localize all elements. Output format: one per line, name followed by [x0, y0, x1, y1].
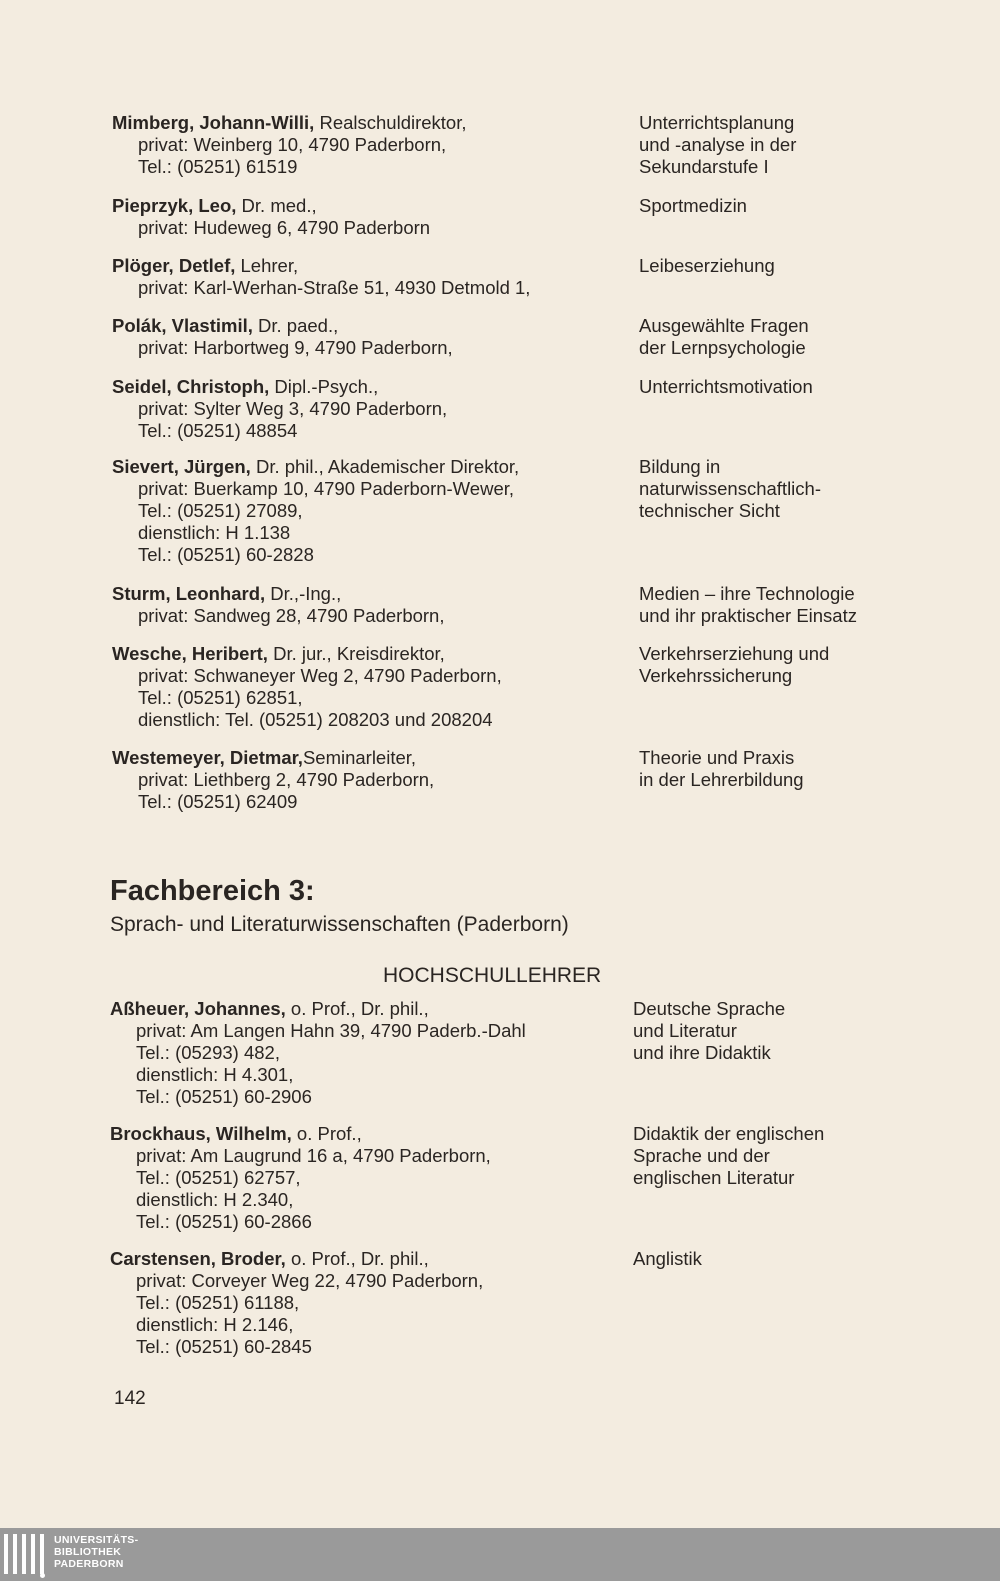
subject-line: Sprache und der: [633, 1145, 770, 1166]
contact-line: privat: Weinberg 10, 4790 Paderborn,: [138, 134, 447, 155]
contact-line: Tel.: (05251) 60-2845: [136, 1336, 312, 1357]
subject-line: naturwissenschaftlich-: [639, 478, 821, 499]
person-title: Dipl.-Psych.,: [269, 376, 379, 397]
entry-details: [110, 998, 620, 1108]
contact-line: privat: Am Laugrund 16 a, 4790 Paderborn,: [136, 1145, 491, 1166]
contact-line: privat: Karl-Werhan-Straße 51, 4930 Detmold 1,: [138, 277, 531, 298]
entry-header-line: [110, 998, 620, 1020]
logo-text: UNIVERSITÄTS- BIBLIOTHEK PADERBORN: [54, 1534, 139, 1570]
subject-line: und ihre Didaktik: [633, 1042, 771, 1063]
entry-header-line: [112, 112, 622, 134]
subject-line: Theorie und Praxis: [639, 747, 795, 768]
person-name: Sturm, Leonhard,: [112, 583, 266, 604]
contact-line: privat: Sandweg 28, 4790 Paderborn,: [138, 605, 445, 626]
person-title: Dr. med.,: [236, 195, 317, 216]
person-title: Dr. jur., Kreisdirektor,: [267, 643, 445, 664]
entry-details: [112, 112, 622, 178]
entry-details: [112, 376, 622, 442]
subject-line: in der Lehrerbildung: [639, 769, 804, 790]
subject-area: [639, 643, 999, 687]
contact-line: dienstlich: Tel. (05251) 208203 und 208204: [138, 709, 493, 730]
subject-area: [639, 255, 999, 277]
contact-line: Tel.: (05251) 48854: [138, 420, 298, 441]
entry-header-line: [112, 255, 622, 277]
contact-line: Tel.: (05251) 60-2906: [136, 1086, 312, 1107]
contact-line: Tel.: (05251) 62409: [138, 791, 298, 812]
subject-area: [639, 376, 999, 398]
subject-line: Didaktik der englischen: [633, 1123, 825, 1144]
contact-line: Tel.: (05293) 482,: [136, 1042, 280, 1063]
person-name: Plöger, Detlef,: [112, 255, 236, 276]
contact-line: dienstlich: H 2.340,: [136, 1189, 294, 1210]
entry-details: [112, 583, 622, 627]
entry-header-line: [112, 315, 622, 337]
entry-header-line: [110, 1248, 620, 1270]
person-name: Mimberg, Johann-Willi,: [112, 112, 315, 133]
person-name: Seidel, Christoph,: [112, 376, 270, 397]
entry-details: [112, 747, 622, 813]
subject-line: und Literatur: [633, 1020, 737, 1041]
subject-area: [639, 747, 999, 791]
contact-line: Tel.: (05251) 27089,: [138, 500, 303, 521]
entry-details: [112, 195, 622, 239]
person-title: Realschuldirektor,: [314, 112, 467, 133]
person-title: Dr.,-Ing.,: [265, 583, 342, 604]
person-title: Dr. paed.,: [252, 315, 339, 336]
logo-dot-icon: [40, 1573, 45, 1578]
person-name: Brockhaus, Wilhelm,: [110, 1123, 292, 1144]
contact-line: privat: Schwaneyer Weg 2, 4790 Paderborn,: [138, 665, 502, 686]
person-name: Westemeyer, Dietmar,: [112, 747, 303, 768]
page-number: 142: [114, 1388, 146, 1409]
contact-line: privat: Harbortweg 9, 4790 Paderborn,: [138, 337, 453, 358]
contact-line: Tel.: (05251) 62757,: [136, 1167, 301, 1188]
entry-details: [112, 315, 622, 359]
subject-line: Verkehrserziehung und: [639, 643, 830, 664]
person-title: Dr. phil., Akademischer Direktor,: [250, 456, 520, 477]
subject-area: [633, 1123, 993, 1189]
person-title: o. Prof., Dr. phil.,: [285, 998, 429, 1019]
subject-line: Leibeserziehung: [639, 255, 775, 276]
contact-line: dienstlich: H 2.146,: [136, 1314, 294, 1335]
section-title: Fachbereich 3:: [110, 875, 315, 907]
subject-line: der Lernpsychologie: [639, 337, 806, 358]
subject-area: [639, 112, 999, 178]
person-name: Polák, Vlastimil,: [112, 315, 253, 336]
person-name: Wesche, Heribert,: [112, 643, 268, 664]
entry-header-line: [112, 747, 622, 769]
contact-line: privat: Liethberg 2, 4790 Paderborn,: [138, 769, 435, 790]
section-heading: HOCHSCHULLEHRER: [383, 964, 602, 987]
subject-line: Verkehrssicherung: [639, 665, 793, 686]
entry-details: [112, 255, 622, 299]
entry-header-line: [110, 1123, 620, 1145]
contact-line: dienstlich: H 4.301,: [136, 1064, 294, 1085]
contact-line: privat: Corveyer Weg 22, 4790 Paderborn,: [136, 1270, 484, 1291]
contact-line: privat: Buerkamp 10, 4790 Paderborn-Wewer,: [138, 478, 515, 499]
subject-line: technischer Sicht: [639, 500, 780, 521]
contact-line: Tel.: (05251) 61188,: [136, 1292, 300, 1313]
subject-line: und ihr praktischer Einsatz: [639, 605, 857, 626]
contact-line: dienstlich: H 1.138: [138, 522, 291, 543]
contact-line: privat: Sylter Weg 3, 4790 Paderborn,: [138, 398, 448, 419]
subject-line: Sportmedizin: [639, 195, 747, 216]
entry-details: [112, 643, 622, 731]
subject-area: [639, 456, 999, 522]
library-logo: [0, 1528, 200, 1581]
subject-area: [633, 998, 993, 1064]
entry-details: [110, 1123, 620, 1233]
subject-line: Unterrichtsmotivation: [639, 376, 813, 397]
person-title: Lehrer,: [235, 255, 299, 276]
person-name: Aßheuer, Johannes,: [110, 998, 286, 1019]
entry-header-line: [112, 456, 622, 478]
entry-details: [112, 456, 622, 566]
subject-area: [633, 1248, 993, 1270]
subject-area: [639, 195, 999, 217]
entry-details: [110, 1248, 620, 1358]
subject-area: [639, 583, 999, 627]
subject-area: [639, 315, 999, 359]
subject-line: und -analyse in der: [639, 134, 797, 155]
entry-header-line: [112, 376, 622, 398]
contact-line: Tel.: (05251) 61519: [138, 156, 298, 177]
subject-line: Deutsche Sprache: [633, 998, 786, 1019]
person-name: Pieprzyk, Leo,: [112, 195, 237, 216]
logo-bars-icon: [4, 1534, 48, 1574]
entry-header-line: [112, 195, 622, 217]
person-name: Carstensen, Broder,: [110, 1248, 286, 1269]
subject-line: Medien – ihre Technologie: [639, 583, 855, 604]
subject-line: englischen Literatur: [633, 1167, 795, 1188]
subject-line: Sekundarstufe I: [639, 156, 769, 177]
person-title: o. Prof.,: [291, 1123, 362, 1144]
entry-header-line: [112, 643, 622, 665]
entry-header-line: [112, 583, 622, 605]
person-title: Seminarleiter,: [302, 747, 417, 768]
person-name: Sievert, Jürgen,: [112, 456, 251, 477]
person-title: o. Prof., Dr. phil.,: [285, 1248, 429, 1269]
section-subtitle: Sprach- und Literaturwissenschaften (Paderborn): [110, 913, 569, 936]
contact-line: Tel.: (05251) 60-2866: [136, 1211, 312, 1232]
contact-line: Tel.: (05251) 62851,: [138, 687, 303, 708]
contact-line: privat: Am Langen Hahn 39, 4790 Paderb.-Dahl: [136, 1020, 526, 1041]
library-footer-bar: [0, 1528, 1000, 1581]
contact-line: Tel.: (05251) 60-2828: [138, 544, 314, 565]
contact-line: privat: Hudeweg 6, 4790 Paderborn: [138, 217, 431, 238]
subject-line: Unterrichtsplanung: [639, 112, 795, 133]
subject-line: Bildung in: [639, 456, 721, 477]
subject-line: Anglistik: [633, 1248, 702, 1269]
subject-line: Ausgewählte Fragen: [639, 315, 809, 336]
